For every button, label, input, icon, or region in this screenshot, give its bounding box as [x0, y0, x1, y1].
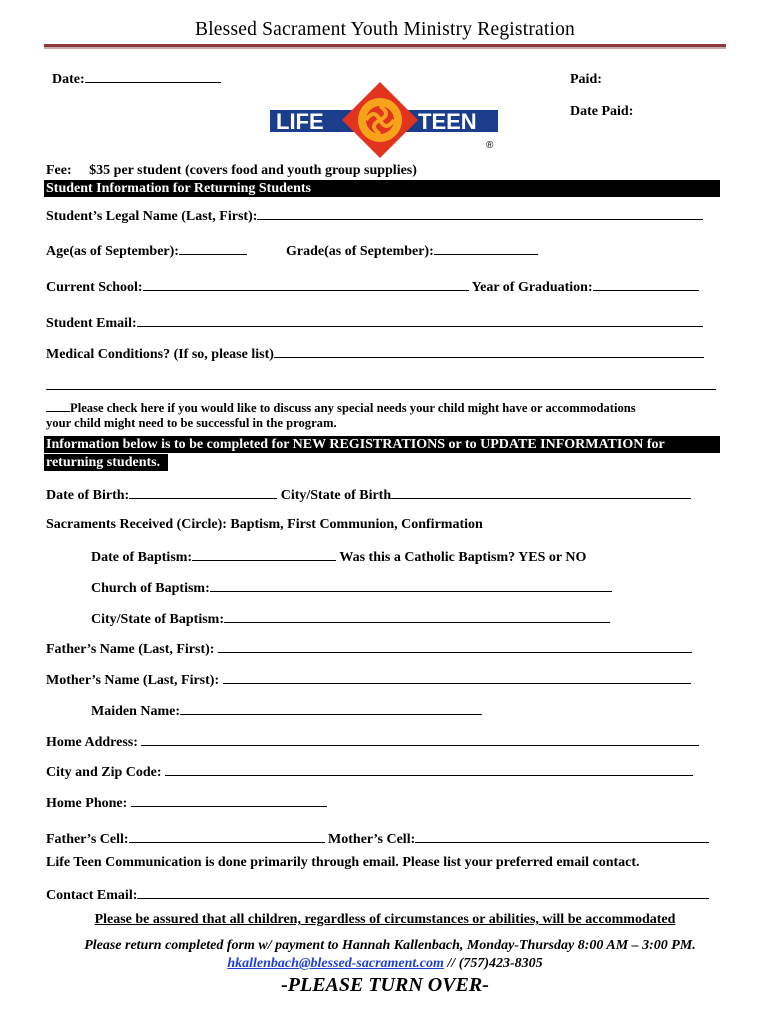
sacraments-text: Sacraments Received (Circle): Baptism, First Communion, Confirmation [46, 517, 483, 532]
home-address-input-line[interactable] [141, 733, 699, 746]
date-field [52, 70, 221, 88]
date-input-line[interactable] [85, 70, 221, 83]
baptism-date-input-line[interactable] [192, 548, 336, 561]
mother-name-row [46, 671, 691, 689]
cell-row [46, 830, 709, 848]
father-cell-label: Father’s Cell: [46, 832, 129, 847]
maiden-name-label: Maiden Name: [91, 704, 181, 719]
dob-label: Date of Birth: [46, 488, 130, 503]
grad-year-label: Year of Graduation: [471, 280, 593, 295]
fee-text: $35 per student (covers food and youth group supplies) [89, 163, 417, 178]
grade-row [286, 242, 538, 260]
church-baptism-row [91, 579, 612, 597]
contact-email-link[interactable]: hkallenbach@blessed-sacrament.com [227, 956, 444, 971]
legal-name-row [46, 207, 703, 225]
birth-place-input-line[interactable] [391, 486, 691, 499]
life-teen-logo [268, 80, 500, 160]
home-address-row [46, 733, 699, 751]
medical-input-line[interactable] [274, 345, 704, 358]
city-zip-row [46, 763, 693, 781]
contact-separator: // [443, 956, 459, 971]
church-baptism-input-line[interactable] [210, 579, 612, 592]
father-name-row [46, 640, 692, 658]
baptism-place-row [91, 610, 610, 628]
return-instructions: Please return completed form w/ payment to Hannah Kallenbach, Monday-Thursday 8:00 AM – 3:00 PM. [84, 938, 696, 953]
dob-row [46, 486, 691, 504]
communication-note: Life Teen Communication is done primarily through email. Please list your preferred email contact. [46, 855, 640, 870]
grad-year-input-line[interactable] [593, 278, 699, 291]
logo-text-left: LIFE [276, 109, 324, 134]
new-reg-heading-line2: returning students. [44, 454, 168, 471]
legal-name-input-line[interactable] [257, 207, 703, 220]
special-needs-checkbox[interactable] [46, 401, 70, 412]
baptism-date-row [91, 548, 586, 566]
baptism-place-input-line[interactable] [224, 610, 610, 623]
school-row [46, 278, 699, 296]
school-label: Current School: [46, 280, 143, 295]
church-baptism-label: Church of Baptism: [91, 581, 210, 596]
dob-input-line[interactable] [129, 486, 277, 499]
home-address-label: Home Address: [46, 735, 138, 750]
baptism-date-label: Date of Baptism: [91, 550, 193, 565]
home-phone-input-line[interactable] [131, 794, 327, 807]
contact-info [0, 956, 770, 972]
father-cell-input-line[interactable] [129, 830, 325, 843]
form-title: Blessed Sacrament Youth Ministry Registration [194, 19, 576, 40]
age-row [46, 242, 247, 260]
mother-cell-input-line[interactable] [415, 830, 709, 843]
grade-input-line[interactable] [434, 242, 538, 255]
home-phone-row [46, 794, 327, 812]
home-phone-label: Home Phone: [46, 796, 128, 811]
contact-email-label: Contact Email: [46, 888, 138, 903]
student-email-row [46, 314, 703, 332]
registered-mark: ® [486, 140, 494, 151]
mother-name-input-line[interactable] [223, 671, 691, 684]
student-email-input-line[interactable] [137, 314, 703, 327]
title-divider [44, 44, 726, 47]
catholic-baptism-label: Was this a Catholic Baptism? YES or NO [339, 550, 587, 565]
paid-label: Paid: [570, 72, 602, 87]
contact-phone: (757)423-8305 [458, 956, 543, 971]
age-input-line[interactable] [179, 242, 247, 255]
medical-label: Medical Conditions? (If so, please list) [46, 347, 274, 362]
date-label: Date: [52, 72, 85, 87]
new-reg-heading-line1: Information below is to be completed for NEW REGISTRATIONS or to UPDATE INFORMATION for [44, 436, 720, 453]
logo-text-right: TEEN [418, 109, 477, 134]
baptism-place-label: City/State of Baptism: [91, 612, 224, 627]
father-name-label: Father’s Name (Last, First): [46, 642, 215, 657]
grade-label: Grade(as of September): [286, 244, 434, 259]
returning-heading: Student Information for Returning Students [44, 180, 720, 197]
special-needs-note [46, 401, 726, 431]
school-input-line[interactable] [143, 278, 469, 291]
father-name-input-line[interactable] [218, 640, 692, 653]
fee-row [46, 163, 417, 179]
special-needs-line1: Please check here if you would like to discuss any special needs your child might have or accommodations [70, 401, 636, 415]
medical-row [46, 345, 704, 363]
fee-label: Fee: [46, 163, 72, 178]
student-email-label: Student Email: [46, 316, 137, 331]
contact-email-input-line[interactable] [137, 886, 709, 899]
legal-name-label: Student’s Legal Name (Last, First): [46, 209, 258, 224]
birth-place-label: City/State of Birth [280, 488, 392, 503]
age-label: Age(as of September): [46, 244, 179, 259]
maiden-name-row [91, 702, 482, 720]
turn-over-text: -PLEASE TURN OVER- [281, 974, 489, 996]
mother-name-label: Mother’s Name (Last, First): [46, 673, 220, 688]
city-zip-label: City and Zip Code: [46, 765, 162, 780]
city-zip-input-line[interactable] [165, 763, 693, 776]
new-reg-heading [44, 436, 720, 471]
contact-email-row [46, 886, 709, 904]
date-paid-label: Date Paid: [570, 104, 634, 119]
mother-cell-label: Mother’s Cell: [328, 832, 416, 847]
assurance-text: Please be assured that all children, regardless of circumstances or abilities, will be accommodated [94, 912, 676, 927]
maiden-name-input-line[interactable] [180, 702, 482, 715]
medical-input-line-2[interactable] [46, 377, 716, 390]
special-needs-line2: your child might need to be successful in the program. [46, 416, 337, 430]
